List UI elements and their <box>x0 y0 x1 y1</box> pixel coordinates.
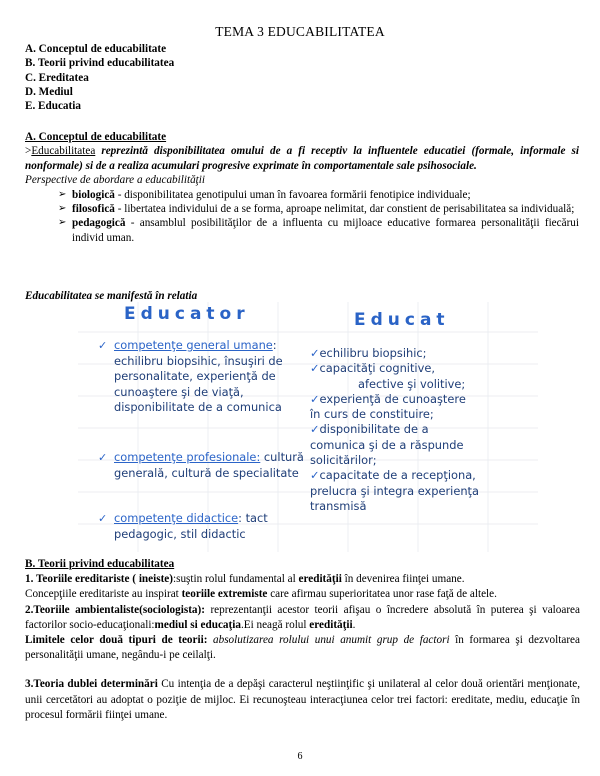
paragraph-text: în devenirea fiinţei umane. <box>341 573 465 586</box>
definition-prefix: > <box>25 145 32 158</box>
relation-heading: Educabilitatea se manifestă în relatia <box>25 290 198 302</box>
paragraph-text: . <box>352 618 356 631</box>
paragraph <box>25 572 580 587</box>
section-b <box>25 557 580 723</box>
check-icon: ✓ <box>98 339 108 352</box>
bullet-text: - disponibilitatea genotipului uman în favoarea formării fenotipice individuale; <box>114 188 471 201</box>
list-item <box>310 392 538 407</box>
perspective-intro: Perspective de abordare a educabilităţii <box>25 174 205 187</box>
list-item <box>310 453 538 468</box>
paragraph-lead: 3.Teoria dublei determinări <box>25 678 158 691</box>
check-icon: ✓ <box>310 346 320 360</box>
paragraph <box>25 677 580 723</box>
list-item <box>310 438 538 453</box>
paragraph-bold: teoriile extremiste <box>181 588 268 601</box>
section-a-heading: A. Conceptul de educabilitate <box>25 131 167 143</box>
paragraph-bold: eredităţii <box>298 573 342 586</box>
educator-item <box>98 511 304 542</box>
toc-item: C. Ereditatea <box>25 71 89 84</box>
educator-item-head: competenţe profesionale: <box>114 450 261 464</box>
educat-line: prelucra şi integra experienţa <box>310 483 480 498</box>
toc-item: E. Educatia <box>25 100 81 113</box>
educat-line: în curs de constituire; <box>310 407 434 422</box>
toc-item: A. Conceptul de educabilitate <box>25 43 167 55</box>
definition-text: reprezintă disponibilitatea omului de a fi receptiv la influentele educatiei (formale, informale si nonformale) si de a realiza acumulari progresive exprimate în comportamentale sale psihosociale. <box>25 145 579 172</box>
section-a <box>25 130 579 245</box>
educator-item-text: : tact pedagogic, stil didactic <box>114 511 268 541</box>
paragraph <box>25 603 580 633</box>
toc-item: B. Teorii privind educabilitatea <box>25 57 175 70</box>
educat-line: echilibru biopsihic; <box>319 346 427 360</box>
educator-item <box>98 450 304 481</box>
perspective-list <box>25 188 579 246</box>
educator-item-text: : echilibru biopsihic, însuşiri de personalitate, experienţă de cunoaştere şi de viaţă, disponibilitate de a comunica <box>114 338 283 414</box>
paragraph-text: :suştin rolul fundamental al <box>173 573 299 586</box>
definition-term: Educabilitatea <box>31 145 96 158</box>
educator-educat-diagram <box>78 302 538 552</box>
list-item <box>310 422 538 437</box>
educator-item-head: competenţe didactice <box>114 511 239 525</box>
check-icon: ✓ <box>310 391 320 406</box>
arrow-bullet-icon: ➢ <box>58 188 67 200</box>
educat-line: solicitărilor; <box>310 453 377 468</box>
paragraph-italic: absolutizarea rolului unui anumit grup de factori <box>207 634 450 647</box>
educator-item-text: cultură generală, cultură de specialitate <box>114 450 304 480</box>
bullet-term: biologică <box>72 188 115 201</box>
paragraph-text: în formarea şi dezvoltarea personalităţii umane, negându-i pe ceilalţi. <box>25 634 580 662</box>
educator-title: Educator <box>124 304 250 324</box>
list-item <box>310 361 538 376</box>
list-item <box>310 499 538 514</box>
list-item <box>58 202 579 216</box>
arrow-bullet-icon: ➢ <box>58 203 67 215</box>
educat-line: capacităţi cognitive, <box>319 361 435 376</box>
paragraph-text: Concepţiile ereditariste au inspirat <box>25 588 182 601</box>
paragraph-lead: 1. Teoriile ereditariste ( ineiste) <box>25 573 173 586</box>
list-item <box>310 377 538 392</box>
educat-line: transmisă <box>310 498 367 513</box>
check-icon: ✓ <box>310 468 320 483</box>
bullet-term: pedagogică <box>72 217 126 230</box>
educat-line: comunica şi de a răspunde <box>310 437 464 452</box>
bullet-text: - ansamblul posibilităţilor de a influenta cu mijloace educative formarea personalităţii fiecărui individ uman. <box>72 217 579 244</box>
educat-line: capacitate de a recepţiona, <box>319 468 476 483</box>
list-item <box>58 216 579 245</box>
list-item <box>310 484 538 499</box>
educat-line: disponibilitate de a <box>319 422 429 437</box>
educat-list <box>310 346 538 514</box>
paragraph <box>25 587 580 602</box>
paragraph-bold: mediul si educaţia <box>154 618 241 631</box>
page-title: TEMA 3 EDUCABILITATEA <box>215 24 385 39</box>
paragraph-text: reprezentanţii acestor teorii afişau o încredere absolută în puterea şi valoarea factorilor socio-educaţionali: <box>25 603 580 631</box>
paragraph-lead: 2.Teoriile ambientaliste(sociologista): <box>25 603 205 616</box>
definition-paragraph <box>25 144 579 173</box>
paragraph <box>25 633 580 663</box>
paragraph-text: .Ei neagă rolul <box>240 618 310 631</box>
educat-line: experienţă de cunoaştere <box>319 391 466 406</box>
section-b-heading: B. Teorii privind educabilitatea <box>25 558 175 570</box>
list-item <box>310 407 538 422</box>
table-of-contents <box>25 42 174 113</box>
list-item <box>310 468 538 483</box>
arrow-bullet-icon: ➢ <box>58 217 67 229</box>
check-icon: ✓ <box>98 451 108 464</box>
paragraph-text: Cu intenţia de a depăşi caracterul neştiinţific şi unilateral al celor două orientări menţionate, unii cercetători au adoptat o poziţie de mijloc. Ei recunoşteau interacţiunea celor trei factori: ereditate, mediu, educaţie în procesul formării fiinţei umane. <box>25 678 580 721</box>
toc-item: D. Mediul <box>25 85 73 98</box>
educat-title: Educat <box>354 310 450 330</box>
paragraph-lead: Limitele celor două tipuri de teorii: <box>25 634 208 647</box>
check-icon: ✓ <box>310 422 320 437</box>
paragraph-bold: eredităţii <box>309 618 353 631</box>
bullet-text: - libertatea individului de a se forma, aproape nelimitat, dar constient de perisabilitatea sa individuală; <box>114 203 575 216</box>
paragraph-text: care afirmau superioritatea unor rase faţă de altele. <box>267 588 497 601</box>
list-item <box>58 188 579 202</box>
check-icon: ✓ <box>310 361 320 376</box>
educator-item <box>98 338 304 416</box>
check-icon: ✓ <box>98 512 108 525</box>
list-item <box>310 346 538 361</box>
bullet-term: filosofică <box>72 203 115 216</box>
educat-line: afective şi volitive; <box>358 376 466 391</box>
educator-item-head: competenţe general umane <box>114 338 273 352</box>
page-number: 6 <box>297 751 303 762</box>
